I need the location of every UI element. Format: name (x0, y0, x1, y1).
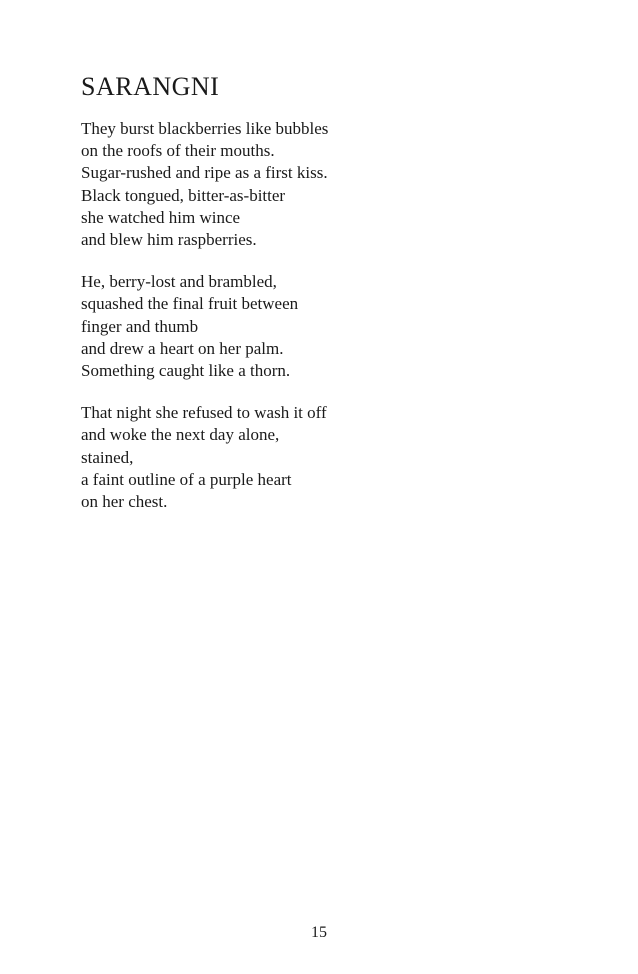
poem-line: Something caught like a thorn. (81, 361, 291, 381)
poem-line: Black tongued, bitter-as-bitter (81, 185, 286, 205)
poem-line: and woke the next day alone, (81, 425, 280, 445)
poem-line: on the roofs of their mouths. (81, 141, 275, 161)
poem-line: They burst blackberries like bubbles (81, 119, 329, 138)
poem-line: and blew him raspberries. (81, 230, 257, 250)
stanza-2 (81, 271, 561, 382)
poem-title: SARANGNI (81, 72, 220, 101)
poem-line: He, berry-lost and brambled, (81, 272, 277, 292)
poem-line: she watched him wince (81, 207, 241, 227)
page-number: 15 (311, 924, 327, 941)
poem-line: squashed the final fruit between (81, 294, 299, 314)
poem-line: and drew a heart on her palm. (81, 338, 284, 358)
poem-line: on her chest. (81, 492, 168, 512)
poem-line: Sugar-rushed and ripe as a first kiss. (81, 163, 328, 183)
poem-line: stained, (81, 447, 134, 467)
stanza-3 (81, 402, 561, 513)
poem-line: a faint outline of a purple heart (81, 469, 292, 489)
poem-line: That night she refused to wash it off (81, 403, 327, 423)
poem-line: finger and thumb (81, 316, 199, 336)
poem-body (81, 118, 561, 533)
stanza-1 (81, 118, 561, 251)
